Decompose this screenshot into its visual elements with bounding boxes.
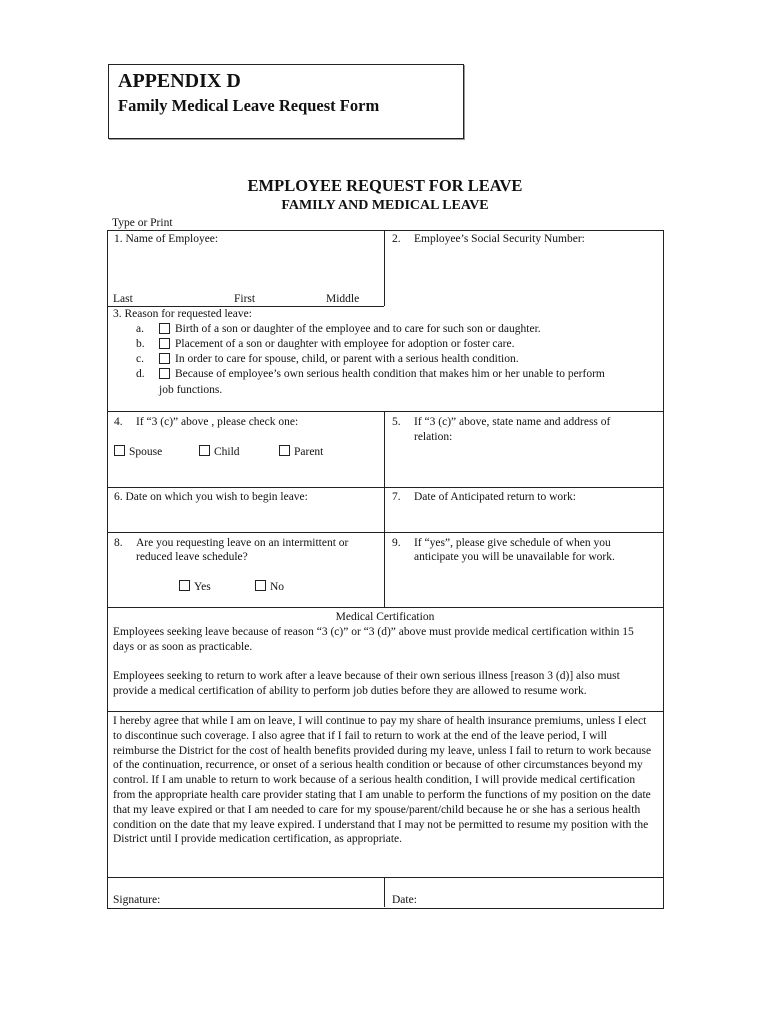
row-divider: [107, 877, 663, 878]
signature-label: Signature:: [113, 894, 161, 906]
q8-number: 8.: [114, 537, 123, 549]
middle-name-label: Middle: [326, 293, 360, 305]
option-spouse[interactable]: [114, 445, 162, 459]
reason-a-letter: a.: [136, 323, 144, 335]
option-child[interactable]: [199, 445, 240, 459]
option-yes[interactable]: [179, 580, 211, 594]
return-date-field[interactable]: [388, 506, 658, 530]
q8-line2: reduced leave schedule?: [136, 551, 248, 563]
no-label: No: [270, 581, 285, 593]
child-checkbox[interactable]: [199, 445, 210, 456]
reason-a-text: Birth of a son or daughter of the employee and to care for such son or daughter.: [175, 323, 541, 335]
q9-line2: anticipate you will be unavailable for work.: [414, 551, 615, 563]
yes-label: Yes: [194, 581, 211, 593]
page-title: EMPLOYEE REQUEST FOR LEAVE: [247, 176, 523, 195]
parent-checkbox[interactable]: [279, 445, 290, 456]
reason-c-text: In order to care for spouse, child, or parent with a serious health condition.: [175, 353, 519, 365]
q8-line1: Are you requesting leave on an intermittent or: [136, 537, 349, 549]
employee-name-label: 1. Name of Employee:: [114, 233, 219, 245]
schedule-field[interactable]: [388, 568, 658, 604]
medical-para-1: Employees seeking leave because of reason “3 (c)” or “3 (d)” above must provide medical certification within 15 days or as soon as practicable.: [113, 626, 634, 653]
appendix-title: APPENDIX D: [118, 70, 241, 92]
reason-d-continuation: job functions.: [159, 384, 223, 396]
q9-number: 9.: [392, 537, 401, 549]
signature-field[interactable]: [170, 880, 380, 905]
q5-line2: relation:: [414, 431, 453, 443]
reason-d-checkbox[interactable]: [159, 368, 170, 379]
column-divider: [384, 230, 385, 306]
begin-leave-label: 6. Date on which you wish to begin leave:: [114, 491, 308, 503]
ssn-field[interactable]: [388, 252, 658, 302]
reason-b-text: Placement of a son or daughter with employee for adoption or foster care.: [175, 338, 515, 350]
relation-field[interactable]: [388, 448, 658, 484]
last-name-label: Last: [113, 293, 133, 305]
column-divider: [384, 877, 385, 907]
ssn-number: 2.: [392, 233, 401, 245]
agreement-text: I hereby agree that while I am on leave, I will continue to pay my share of health insurance premiums, unless I elect to discontinue such coverage. I also agree that if I fail to return to work at the end of the leave period, I will reimburse the District for the cost of health benefits provided during my leave, unless I fail to return to work because of the continuation, recurrence, or onset of a serious health condition or because of other circumstances beyond my control. If I am unable to return to work because of a serious health condition, I will provide medical certification from the appropriate health care provider stating that I am unable to perform the functions of my position on the date that my leave expired or that I am needed to care for my spouse/parent/child because he or she has a serious health condition on the date that my leave expired. I understand that I may not be permitted to resume my position with the District until I provide medication certification, as appropriate.: [113, 715, 652, 846]
q5-number: 5.: [392, 416, 401, 428]
medical-certification-heading: Medical Certification: [335, 611, 435, 623]
reason-c-checkbox[interactable]: [159, 353, 170, 364]
reason-d-letter: d.: [136, 368, 145, 380]
row-divider: [107, 487, 663, 488]
row-divider: [107, 411, 663, 412]
first-name-label: First: [234, 293, 256, 305]
spouse-checkbox[interactable]: [114, 445, 125, 456]
option-no[interactable]: [255, 580, 284, 594]
row-divider: [107, 711, 663, 712]
reason-a-checkbox[interactable]: [159, 323, 170, 334]
form-name: Family Medical Leave Request Form: [118, 96, 380, 115]
q5-line1: If “3 (c)” above, state name and address of: [414, 416, 611, 428]
q9-line1: If “yes”, please give schedule of when you: [414, 537, 611, 549]
begin-leave-field[interactable]: [110, 506, 380, 530]
reason-b-letter: b.: [136, 338, 145, 350]
type-or-print-note: Type or Print: [112, 217, 173, 229]
parent-label: Parent: [294, 446, 324, 458]
medical-para-2: Employees seeking to return to work after a leave because of their own serious illness [reason 3 (d)] also must provide a medical certification of ability to perform job duties before they are allowed to resume work.: [113, 670, 620, 697]
option-parent[interactable]: [279, 445, 323, 459]
spouse-label: Spouse: [129, 446, 163, 458]
child-label: Child: [214, 446, 240, 458]
no-checkbox[interactable]: [255, 580, 266, 591]
page-subtitle: FAMILY AND MEDICAL LEAVE: [281, 198, 489, 213]
column-divider: [384, 411, 385, 607]
return-date-label: Date of Anticipated return to work:: [414, 491, 576, 503]
q4-number: 4.: [114, 416, 123, 428]
reason-b-checkbox[interactable]: [159, 338, 170, 349]
ssn-label: Employee’s Social Security Number:: [414, 233, 585, 245]
q4-label: If “3 (c)” above , please check one:: [136, 416, 299, 428]
employee-name-field[interactable]: [110, 252, 380, 290]
row-divider: [107, 532, 663, 533]
row-divider: [107, 607, 663, 608]
yes-checkbox[interactable]: [179, 580, 190, 591]
reason-label: 3. Reason for requested leave:: [113, 308, 252, 320]
reason-c-letter: c.: [136, 353, 144, 365]
reason-d-text: Because of employee’s own serious health condition that makes him or her unable to perform: [175, 368, 605, 380]
q7-number: 7.: [392, 491, 401, 503]
date-field[interactable]: [425, 880, 657, 905]
date-label: Date:: [392, 894, 417, 906]
